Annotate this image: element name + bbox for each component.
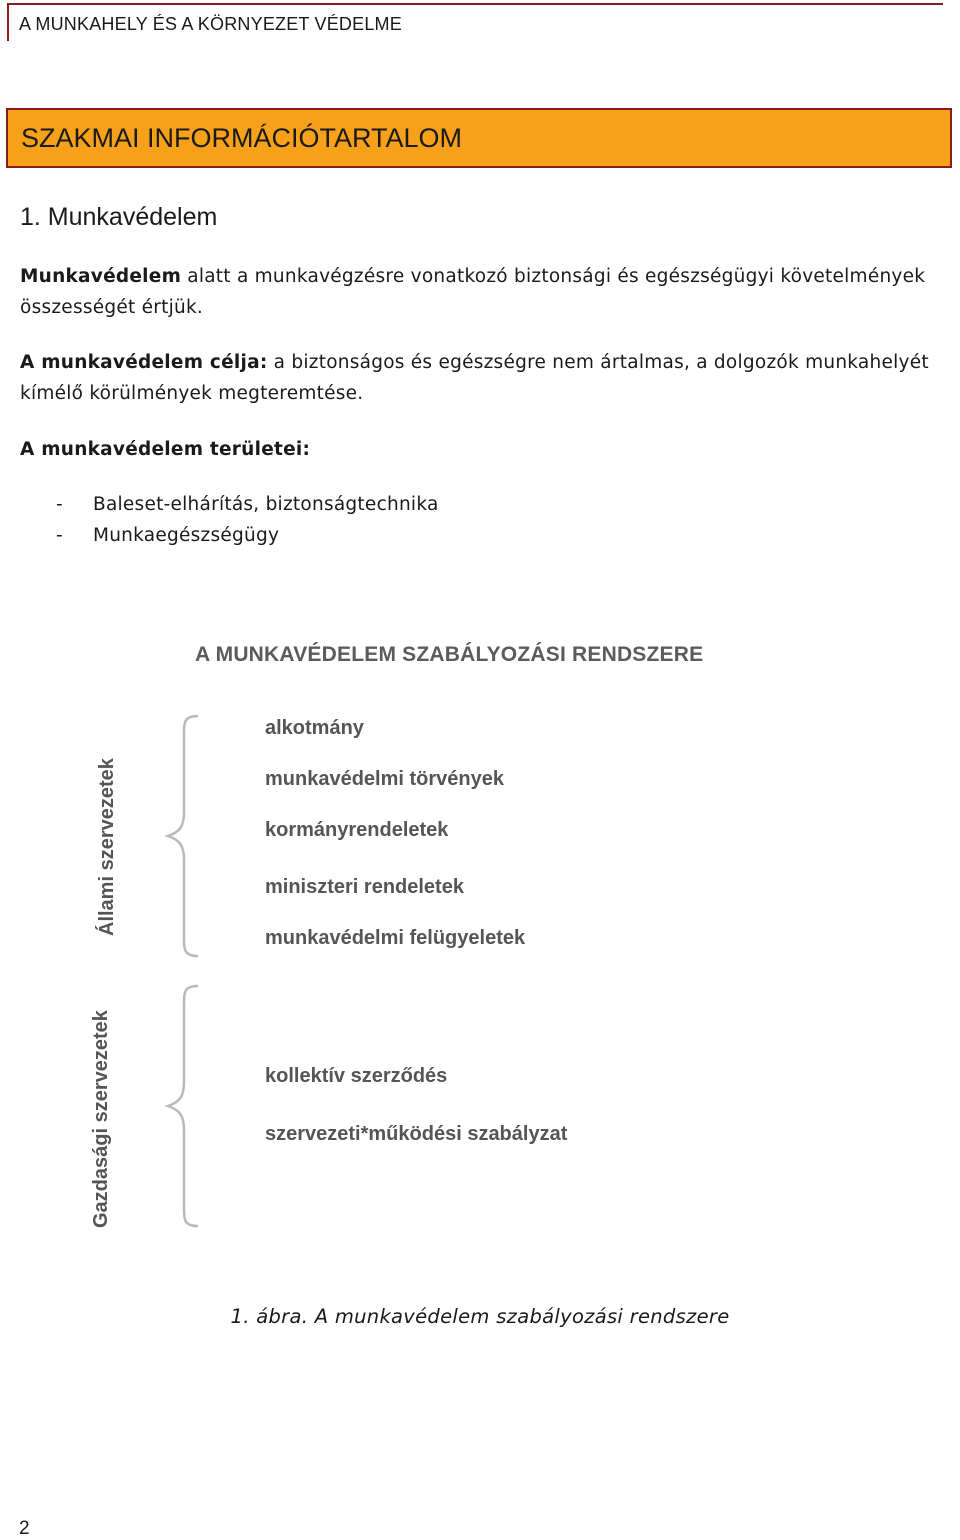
list-item-text: Baleset-elhárítás, biztonságtechnika [93, 494, 439, 515]
figure-item: szervezeti*működési szabályzat [265, 1123, 568, 1145]
paragraph-goal [20, 347, 950, 409]
brace-state [162, 712, 202, 960]
list-item [56, 489, 439, 520]
areas-list [56, 489, 439, 551]
paragraph-definition [20, 261, 950, 323]
figure-item: kollektív szerződés [265, 1065, 448, 1087]
list-item-text: Munkaegészségügy [93, 525, 280, 546]
group-label-state: Állami szervezetek [96, 758, 118, 936]
figure-item: alkotmány [265, 717, 364, 739]
list-dash: - [56, 494, 63, 515]
figure-item: munkavédelmi törvények [265, 768, 504, 790]
term-areas: A munkavédelem területei: [20, 439, 311, 460]
list-item [56, 520, 439, 551]
header-rule [8, 3, 943, 5]
paragraph-text: alatt a munkavégzésre vonatkozó biztonsági és egészségügyi követelmények összességét értjük. [20, 266, 926, 318]
page-number: 2 [19, 1518, 30, 1539]
running-header-title: A MUNKAHELY ÉS A KÖRNYEZET VÉDELME [19, 14, 402, 34]
regulation-figure [80, 630, 780, 1240]
brace-economic [162, 982, 202, 1230]
figure-caption: 1. ábra. A munkavédelem szabályozási rendszere [230, 1305, 730, 1328]
header-left-rule [7, 3, 9, 41]
term-munkavedelem: Munkavédelem [20, 266, 182, 287]
figure-title: A MUNKAVÉDELEM SZABÁLYOZÁSI RENDSZERE [195, 643, 704, 666]
section-title: SZAKMAI INFORMÁCIÓTARTALOM [21, 123, 463, 153]
paragraph-text: a biztonságos és egészségre nem ártalmas, a dolgozók munkahelyét kímélő körülmények megteremtése. [20, 352, 929, 404]
paragraph-areas [20, 434, 950, 465]
figure-item: miniszteri rendeletek [265, 876, 464, 898]
list-dash: - [56, 525, 63, 546]
term-goal: A munkavédelem célja: [20, 352, 268, 373]
figure-item: kormányrendeletek [265, 819, 449, 841]
section-title-box [6, 108, 952, 168]
running-header [0, 0, 960, 44]
group-label-economic: Gazdasági szervezetek [90, 1010, 112, 1228]
chapter-heading: 1. Munkavédelem [20, 203, 218, 231]
figure-item: munkavédelmi felügyeletek [265, 927, 526, 949]
